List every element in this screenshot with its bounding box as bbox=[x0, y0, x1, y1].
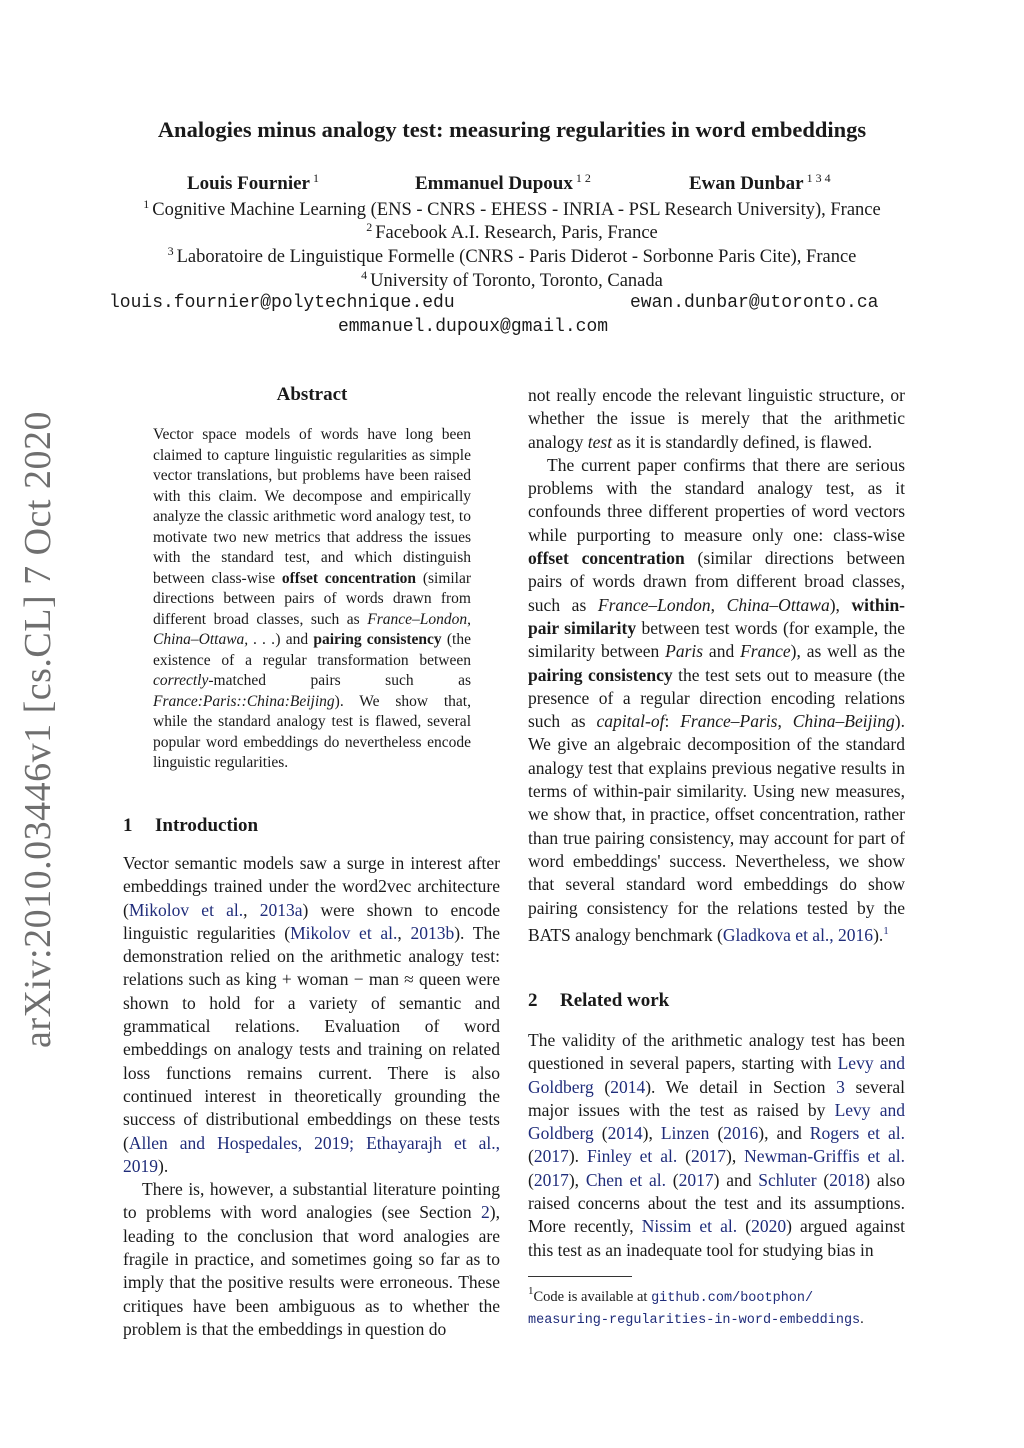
citation-link[interactable]: 2013a bbox=[259, 899, 303, 920]
author-1 bbox=[187, 171, 319, 195]
citation-link[interactable]: Levy and Goldberg bbox=[528, 1099, 905, 1144]
citation-link[interactable]: 2016 bbox=[723, 1123, 759, 1144]
author-list bbox=[0, 171, 1024, 197]
affiliation-number: 3 bbox=[167, 244, 174, 258]
email-fournier[interactable]: louis.fournier@polytechnique.edu bbox=[109, 293, 455, 313]
citation-link[interactable]: 2017 bbox=[533, 1146, 569, 1167]
citation-link[interactable]: 2017 bbox=[533, 1169, 569, 1190]
email-dupoux[interactable]: emmanuel.dupoux@gmail.com bbox=[338, 317, 609, 337]
author-name: Ewan Dunbar bbox=[689, 173, 804, 194]
arxiv-identifier: arXiv:2010.03446v1 [cs.CL] 7 Oct 2020 bbox=[17, 411, 59, 1048]
citation-link[interactable]: 2013b bbox=[410, 922, 455, 943]
affiliation-number: 2 bbox=[366, 220, 373, 234]
citation-link[interactable]: Allen and Hospedales, 2019; Ethayarajh et al., 2019 bbox=[123, 1132, 500, 1176]
citation-link[interactable]: Nissim et al. bbox=[641, 1216, 738, 1237]
abstract-heading: Abstract bbox=[276, 384, 348, 405]
author-name: Emmanuel Dupoux bbox=[415, 173, 573, 194]
citation-link[interactable]: Gladkova et al., 2016 bbox=[722, 924, 874, 945]
author-name: Louis Fournier bbox=[187, 173, 310, 194]
citation-link[interactable]: Mikolov et al. bbox=[128, 899, 244, 920]
paragraph: The current paper confirms that there are serious problems with the standard analogy test, as it confounds three different properties of word vectors while purporting to measure only one: class-wise offset concentration (similar directions between pairs of words drawn from different broad classes, such as France–London, China–Ottawa), within-pair similarity between test words (for example, the similarity between Paris and France), as well as the pairing consistency the test sets out to measure (the presence of a regular direction encoding relations such as capital-of: France–Paris, China–Beijing). We give an algebraic decomposition of the standard analogy test that explains previous negative results in terms of within-pair similarity. Using new measures, we show that, in practice, offset concentration, rather than true pairing consistency, may account for part of word embeddings' success. Nevertheless, we show that several standard word embeddings do show pairing consistency for the relations tested by the BATS analogy benchmark (Gladkova et al., 2016).$^1$ bbox=[528, 454, 906, 945]
citation-link[interactable]: Rogers et al. bbox=[809, 1123, 906, 1144]
section-link[interactable]: 3 bbox=[836, 1076, 845, 1097]
citation-link[interactable]: Finley et al. bbox=[586, 1146, 678, 1167]
affiliation-3 bbox=[0, 244, 1024, 268]
citation-link[interactable]: Chen et al. bbox=[585, 1169, 666, 1190]
footnote-text: Code is available at bbox=[533, 1289, 652, 1305]
paper-title: Analogies minus analogy test: measuring regularities in word embeddings bbox=[157, 117, 867, 142]
citation-link[interactable]: Newman-Griffis et al. bbox=[744, 1146, 906, 1167]
footnote: $^1$Code is available at github.com/bootphon/ measuring-regularities-in-word-embeddings. bbox=[528, 1285, 864, 1328]
paragraph: The validity of the arithmetic analogy test has been questioned in several papers, starting with Levy and Goldberg (2014). We detail in Section 3 several major issues with the test as raised by Levy and Goldberg (2014), Linzen (2016), and Rogers et al. (2017). Finley et al. (2017), Newman-Griffis et al. (2017), Chen et al. (2017) and Schluter (2018) also raised concerns about the test and its assumptions. More recently, Nissim et al. (2020) argued against this test as an inadequate tool for studying bias in bbox=[528, 1030, 906, 1260]
affiliation-text: Cognitive Machine Learning (ENS - CNRS - EHESS - INRIA - PSL Research University), France bbox=[152, 200, 881, 220]
footnote-rule bbox=[528, 1276, 632, 1277]
paragraph: There is, however, a substantial literature pointing to problems with word analogies (see Section 2), leading to the conclusion that word analogies are fragile in practice, and sometimes going so far as to imply that the positive results were erroneous. These critiques have been ambiguous as to whether the problem is that the embeddings in question do bbox=[123, 1179, 500, 1339]
related-work-text bbox=[528, 1029, 905, 1262]
introduction-text bbox=[123, 852, 500, 1341]
citation-link[interactable]: 2017 bbox=[691, 1146, 727, 1167]
citation-link[interactable]: 2017 bbox=[678, 1169, 714, 1190]
right-column-text bbox=[528, 384, 905, 947]
email-dunbar[interactable]: ewan.dunbar@utoronto.ca bbox=[630, 293, 879, 313]
citation-link[interactable]: Levy and Goldberg bbox=[528, 1053, 905, 1097]
footnote-marker[interactable]: 1 bbox=[883, 924, 889, 937]
author-3 bbox=[689, 171, 831, 195]
affiliation-4 bbox=[0, 268, 1024, 292]
affiliation-text: University of Toronto, Toronto, Canada bbox=[370, 271, 663, 291]
paragraph: not really encode the relevant linguistic structure, or whether the issue is merely that the arithmetic analogy test as it is standardly defined, is flawed. bbox=[528, 385, 905, 452]
citation-link[interactable]: Linzen bbox=[660, 1123, 710, 1144]
section-link[interactable]: 2 bbox=[481, 1202, 490, 1223]
citation-link[interactable]: 2018 bbox=[829, 1169, 865, 1190]
footnote-number: 1 bbox=[528, 1285, 534, 1297]
affiliation-text: Facebook A.I. Research, Paris, France bbox=[375, 223, 658, 243]
citation-link[interactable]: 2020 bbox=[751, 1216, 787, 1237]
author-affiliation-marker: 1 bbox=[312, 171, 319, 185]
author-affiliation-marker: 1 3 4 bbox=[806, 171, 831, 185]
code-repository-link-continued[interactable]: measuring-regularities-in-word-embeddings bbox=[528, 1313, 861, 1328]
abstract-text: Vector space models of words have long been claimed to capture linguistic regularities as simple vector translations, but problems have been raised with this claim. We decompose and empirically analyze the classic arithmetic word analogy test, to motivate two new metrics that address the issues with the standard test, and which distinguish between class-wise offset concentration (similar directions between pairs of words drawn from different broad classes, such as France–London, China–Ottawa, . . .) and pairing consistency (the existence of a regular transformation between correctly-matched pairs such as France:Paris::China:Beijing). We show that, while the standard analogy test is flawed, several popular word embeddings do nevertheless encode linguistic regularities. bbox=[153, 426, 472, 771]
affiliation-2 bbox=[0, 220, 1024, 244]
citation-link[interactable]: 2014 bbox=[610, 1076, 646, 1097]
paragraph: Vector semantic models saw a surge in interest after embeddings trained under the word2vec architecture (Mikolov et al., 2013a) were shown to encode linguistic regularities (Mikolov et al., 2013b). The demonstration relied on the arithmetic analogy test: relations such as king + woman − man ≈ queen were shown to hold for a variety of semantic and grammatical relations. Evaluation of word embeddings on analogy tests and training on related loss functions remains current. There is also continued interest in theoretically grounding the success of distributional embeddings on these tests (Allen and Hospedales, 2019; Ethayarajh et al., 2019). bbox=[123, 853, 501, 1176]
section-heading-introduction: 1 Introduction bbox=[123, 815, 259, 836]
author-affiliation-marker: 1 2 bbox=[575, 171, 591, 185]
affiliation-number: 4 bbox=[361, 268, 368, 282]
affiliation-number: 1 bbox=[143, 197, 150, 211]
affiliation-1 bbox=[0, 197, 1024, 221]
author-2 bbox=[415, 171, 591, 195]
citation-link[interactable]: Mikolov et al. bbox=[290, 922, 398, 943]
citation-link[interactable]: 2014 bbox=[607, 1123, 643, 1144]
citation-link[interactable]: Schluter bbox=[758, 1169, 817, 1190]
affiliation-text: Laboratoire de Linguistique Formelle (CNRS - Paris Diderot - Sorbonne Paris Cite), France bbox=[176, 247, 857, 267]
code-repository-link[interactable]: github.com/bootphon/ bbox=[651, 1291, 814, 1306]
section-heading-related-work: 2 Related work bbox=[528, 990, 670, 1011]
